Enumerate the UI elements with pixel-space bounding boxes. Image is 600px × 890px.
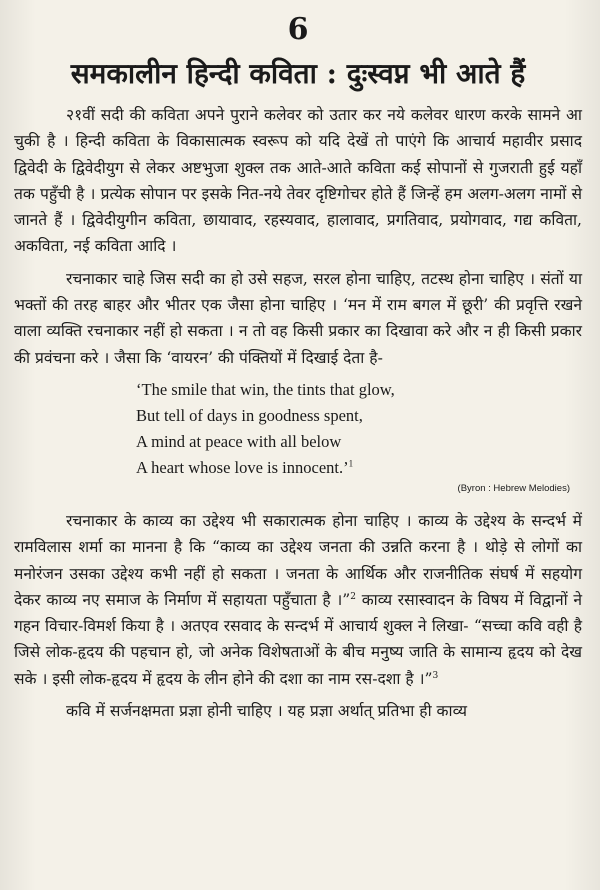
footnote-mark-2: 2 <box>350 591 357 602</box>
chapter-number: 6 <box>287 12 309 47</box>
chapter-title: समकालीन हिन्दी कविता : दुःस्वप्न भी आते हैं <box>70 57 526 90</box>
poem-line-1: ‘The smile that win, the tints that glow, <box>136 379 395 399</box>
paragraph-3 <box>14 508 582 692</box>
paragraph-2: रचनाकार चाहे जिस सदी का हो उसे सहज, सरल होना चाहिए, तटस्थ होना चाहिए । संतों या भक्तों की तरह बाहर और भीतर एक जैसा होना चाहिए । ‘मन में राम बगल में छूरी’ की प्रवृत्ति रखने वाला व्यक्ति रचनाकार नहीं हो सकता । न तो वह किसी प्रकार का दिखावा करे और न ही किसी प्रकार की प्रवंचना करे । जैसा कि ‘वायरन’ की पंक्तियों में दिखाई देता है- <box>14 269 582 367</box>
poem-line-4 <box>136 455 582 481</box>
paragraph-4: कवि में सर्जनक्षमता प्रज्ञा होनी चाहिए । यह प्रज्ञा अर्थात् प्रतिभा ही काव्य <box>66 702 467 721</box>
poem-line-4-text: A heart whose love is innocent.’ <box>136 457 349 477</box>
poem-line-3: A mind at peace with all below <box>136 431 342 451</box>
poem-quote <box>136 377 582 481</box>
footnote-mark-3: 3 <box>432 670 439 681</box>
footnote-mark-1: 1 <box>348 458 354 469</box>
paragraph-3-part-a: रचनाकार के काव्य का उद्देश्य भी सकारात्मक होना चाहिए । काव्य के उद्देश्य के सन्दर्भ में रामविलास शर्मा का मानना है कि “काव्य का उद्देश्य जनता की उन्नति करना है । थोड़े से लोगों का मनोरंजन उसका उद्देश्य कभी नहीं हो सकता । जनता के आर्थिक और राजनीतिक संघर्ष में सहयोग देकर काव्य नए समाज के निर्माण में सहायता पहुँचाता है ।” <box>14 511 582 609</box>
paragraph-1: २१वीं सदी की कविता अपने पुराने कलेवर को उतार कर नये कलेवर धारण करके सामने आ चुकी है । हिन्दी कविता के विकासात्मक स्वरूप को यदि देखें तो पाएंगे कि आचार्य महावीर प्रसाद द्विवेदी के द्विवेदीयुग से लेकर अष्टभुजा शुक्ल तक आते-आते कविता कई सोपानों से गुजराती हुई यहाँ तक पहुँची है । प्रत्येक सोपान पर इसके नित-नये तेवर दृष्टिगोचर होते हैं जिन्हें हम अलग-अलग नामों से जानते हैं । द्विवेदीयुगीन कविता, छायावाद, रहस्यवाद, हालावाद, प्रगतिवाद, प्रयोगवाद, गद्य कविता, अकविता, नई कविता आदि । <box>14 106 582 256</box>
paragraph-3-part-b: काव्य रसास्वादन के विषय में विद्वानों ने गहन विचार-विमर्श किया है । अतएव रसवाद के सन्दर्भ में आचार्य शुक्ल ने लिखा- “सच्चा कवि वही है जिसे लोक-हृदय की पहचान हो, जो अनेक विशेषताओं के बीच मनुष्य जाति के सामान्य हृदय को देख सके । इसी लोक-हृदय में हृदय के लीन होने की दशा का नाम रस-दशा है ।” <box>14 590 583 688</box>
poem-attribution: (Byron : Hebrew Melodies) <box>457 482 570 494</box>
poem-line-2: But tell of days in goodness spent, <box>136 405 363 425</box>
